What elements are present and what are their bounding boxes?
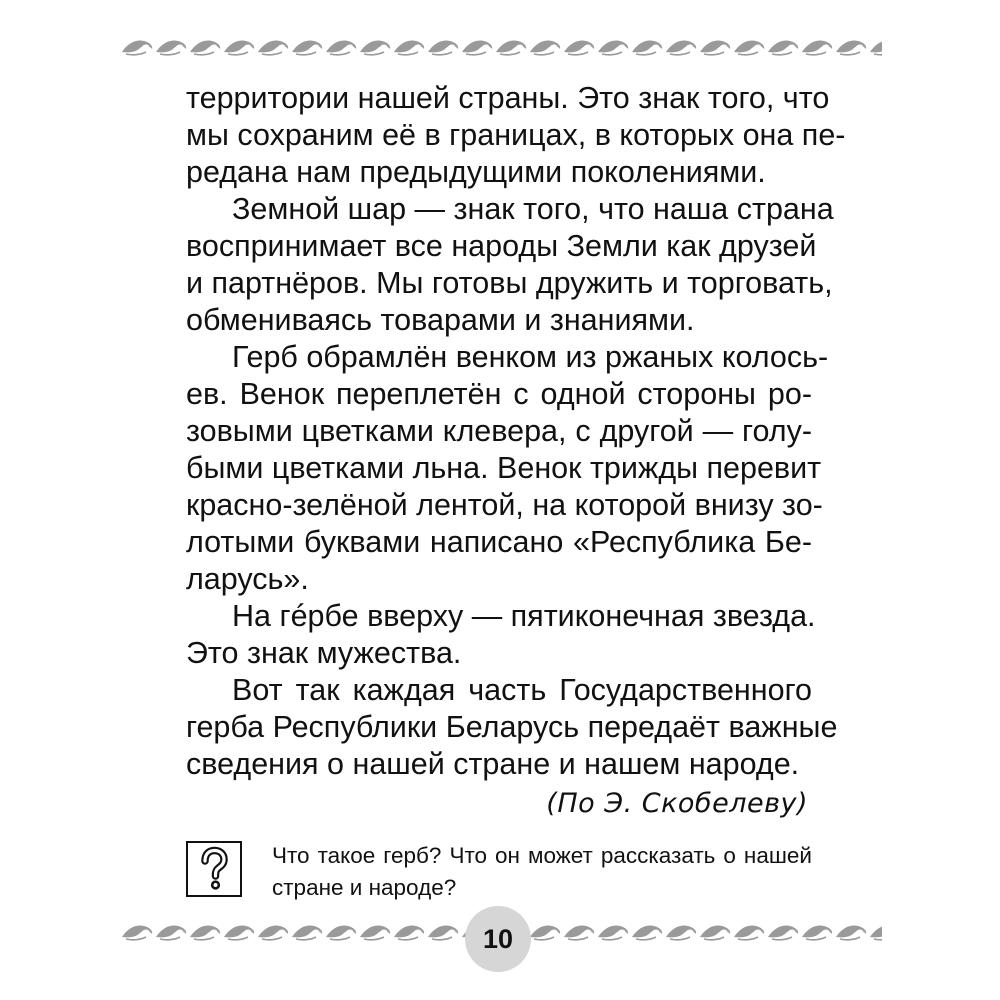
question-mark-icon <box>188 843 240 895</box>
ornament-wave-motif <box>394 925 424 939</box>
main-text <box>186 80 846 822</box>
text-line: и партнёров. Мы готовы дружить и торговать, <box>186 266 833 300</box>
page-number: 10 <box>465 906 531 972</box>
text-line: редана нам предыдущими поколениями. <box>186 155 766 189</box>
question-box <box>186 841 242 897</box>
ornament-wave-motif <box>428 925 458 939</box>
ornament-wave-motif <box>360 925 390 939</box>
ornament-wave-motif <box>292 925 322 939</box>
ornament-wave-motif <box>632 40 662 54</box>
ornament-wave-motif <box>394 40 424 54</box>
text-line: Герб обрамлён венком из ржаных колось- <box>232 340 829 374</box>
text-line: мы сохраним её в границах, в которых она пе- <box>186 118 846 152</box>
text-line: Земной шар — знак того, что наша страна <box>232 192 834 226</box>
ornament-wave-motif <box>156 40 186 54</box>
paragraph-3 <box>186 339 829 598</box>
ornament-wave-motif <box>462 40 492 54</box>
ornament-wave-motif <box>326 40 356 54</box>
ornament-wave-motif <box>360 40 390 54</box>
ornament-wave-motif <box>666 40 696 54</box>
ornament-wave-motif <box>258 925 288 939</box>
ornament-wave-motif <box>224 40 254 54</box>
paragraph-4 <box>186 598 816 672</box>
ornament-wave-motif <box>870 925 882 939</box>
ornament-wave-motif <box>870 40 882 54</box>
text-line: обмениваясь товарами и знаниями. <box>186 303 695 337</box>
ornament-wave-motif <box>802 925 832 939</box>
text-line: герба Республики Беларусь передаёт важные <box>186 710 838 744</box>
ornament-wave-motif <box>326 925 356 939</box>
paragraph-5 <box>186 672 838 783</box>
text-line: красно-зелёной лентой, на которой внизу зо- <box>186 488 823 522</box>
question-line: Что такое герб? Что он может рассказать о нашей <box>272 843 812 868</box>
paragraph-2 <box>186 191 834 339</box>
ornament-wave-motif <box>768 925 798 939</box>
ornament-wave-motif <box>156 925 186 939</box>
ornament-wave-motif <box>564 40 594 54</box>
ornament-wave-motif <box>836 925 866 939</box>
ornament-wave-motif <box>836 40 866 54</box>
text-line: лотыми буквами написано «Республика Бе- <box>186 525 812 559</box>
ornament-wave-motif <box>768 40 798 54</box>
ornament-wave-motif <box>802 40 832 54</box>
text-line: Вот так каждая часть Государственного <box>232 673 812 707</box>
ornament-wave-motif <box>190 925 220 939</box>
ornament-wave-motif <box>496 40 526 54</box>
ornament-wave-motif <box>258 40 288 54</box>
text-line: территории нашей страны. Это знак того, что <box>186 81 830 115</box>
question-text <box>272 840 812 904</box>
text-line: быми цветками льна. Венок трижды перевит <box>186 451 822 485</box>
ornament-wave-motif <box>428 40 458 54</box>
text-line: зовыми цветками клевера, с другой — голу- <box>186 414 812 448</box>
text-line: сведения о нашей стране и нашем народе. <box>186 747 800 781</box>
text-line: ев. Венок переплетён с одной стороны ро- <box>186 377 812 411</box>
ornament-wave-motif <box>564 925 594 939</box>
text-line: На гéрбе вверху — пятиконечная звезда. <box>232 599 816 633</box>
ornament-wave-motif <box>122 925 152 939</box>
text-line: Это знак мужества. <box>186 636 462 670</box>
ornament-wave-motif <box>598 925 628 939</box>
ornament-wave-motif <box>530 925 560 939</box>
ornament-wave-motif <box>122 40 152 54</box>
ornament-wave-motif <box>190 40 220 54</box>
ornament-wave-motif <box>700 40 730 54</box>
text-line: воспринимает все народы Земли как друзей <box>186 229 817 263</box>
ornament-wave-motif <box>632 925 662 939</box>
ornament-wave-motif <box>734 40 764 54</box>
ornament-wave-motif <box>598 40 628 54</box>
paragraph-1 <box>186 80 846 191</box>
ornament-wave-motif <box>224 925 254 939</box>
ornament-wave-motif <box>292 40 322 54</box>
ornament-wave-motif <box>530 40 560 54</box>
top-ornament-border <box>118 33 882 59</box>
question-line: стране и народе? <box>272 875 457 900</box>
ornament-wave-motif <box>666 925 696 939</box>
source-attribution: (По Э. Скобелеву) <box>546 788 808 819</box>
ornament-wave-motif <box>700 925 730 939</box>
ornament-wave-motif <box>734 925 764 939</box>
text-line: ларусь». <box>186 562 309 596</box>
